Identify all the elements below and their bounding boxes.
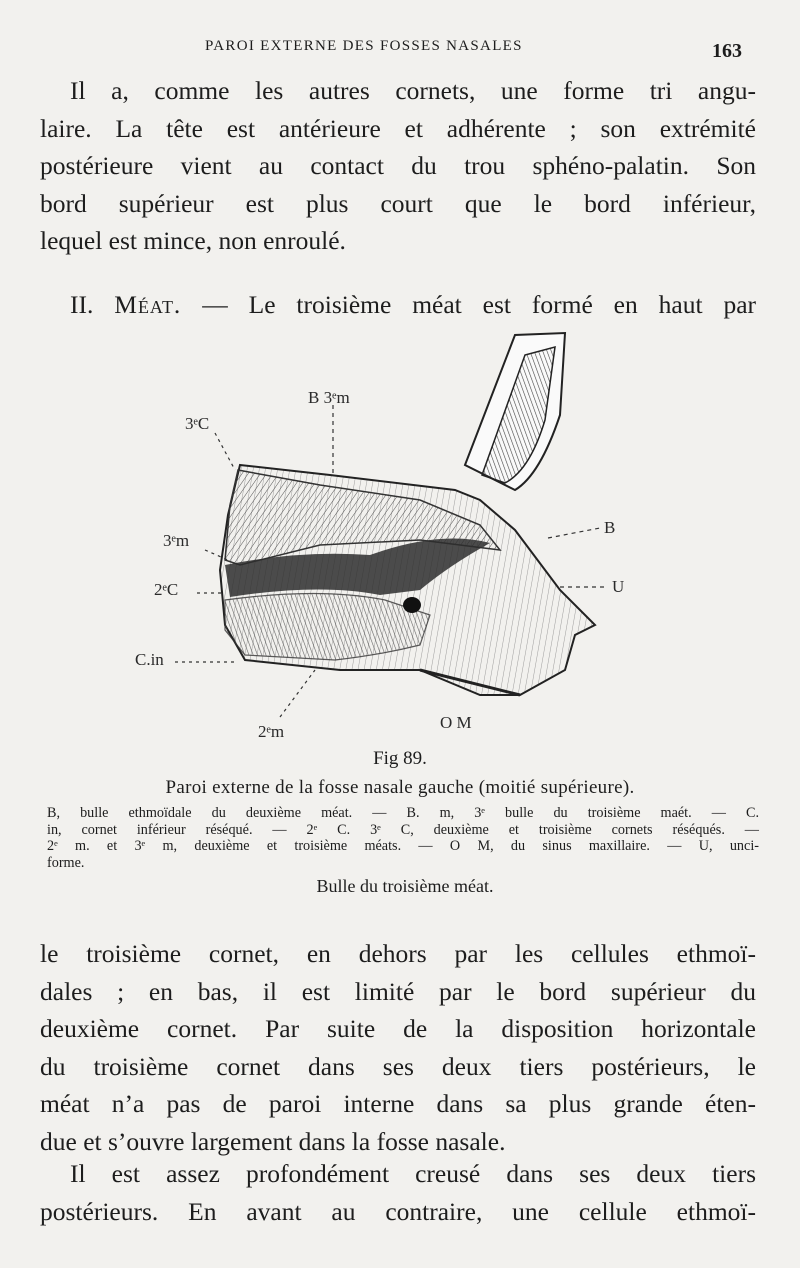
figure-drawing — [120, 325, 640, 745]
legend-line: in, cornet inférieur réséqué. — 2ᵉ C. 3ᵉ C, deuxième et troisième cornets réséqués. — — [47, 821, 759, 838]
label-3c: 3ᵉC — [185, 414, 210, 433]
text-line: deuxième cornet. Par suite de la disposition horizontale — [40, 1014, 756, 1043]
legend-line: forme. — [47, 854, 85, 871]
running-title: PAROI EXTERNE DES FOSSES NASALES — [205, 38, 523, 54]
text-line: dales ; en bas, il est limité par le bord supérieur du — [40, 976, 756, 1006]
figure-subtitle: Bulle du troisième méat. — [316, 876, 494, 896]
running-head — [0, 38, 800, 62]
section-number: II. — [70, 290, 94, 319]
text-line — [40, 286, 756, 324]
leader-line — [548, 528, 600, 538]
text-line: lequel est mince, non enroulé. — [40, 226, 346, 255]
section-text: — Le troisième méat est formé en haut par — [202, 290, 757, 319]
label-2m: 2ᵉm — [258, 722, 285, 741]
label-u: U — [612, 577, 625, 596]
text-line: postérieurs. En avant au contraire, une cellule ethmoï- — [40, 1196, 756, 1226]
leader-line — [280, 670, 315, 717]
section-heading: Méat. — [114, 290, 182, 319]
paragraph-meat-depth — [40, 1155, 756, 1230]
anatomical-figure — [120, 325, 640, 745]
text-line: Il est assez profondément creusé dans ses deux tiers — [70, 1159, 756, 1188]
text-line: Il a, comme les autres cornets, une forme tri angu- — [70, 76, 756, 105]
ostium — [403, 597, 421, 613]
paragraph-cornet-shape — [40, 72, 756, 260]
label-3m: 3ᵉm — [163, 531, 190, 550]
text-line: le troisième cornet, en dehors par les cellules ethmoï- — [40, 939, 756, 968]
figure-title: Paroi externe de la fosse nasale gauche (moitié supérieure). — [165, 777, 635, 798]
label-cin: C.in — [135, 650, 164, 669]
text-line: du troisième cornet dans ses deux tiers postérieurs, le — [40, 1051, 756, 1081]
text-line: due et s’ouvre largement dans la fosse nasale. — [40, 1126, 506, 1156]
paragraph-meat-description — [40, 935, 756, 1160]
label-b: B — [604, 518, 616, 537]
text-line: bord supérieur est plus court que le bord inférieur, — [40, 188, 756, 218]
page-number: 163 — [712, 40, 742, 62]
label-om: O M — [440, 713, 472, 732]
text-line: postérieure vient au contact du trou sphéno-palatin. Son — [40, 151, 756, 180]
leader-line — [215, 433, 235, 470]
figure-legend — [47, 805, 759, 871]
label-2c: 2ᵉC — [154, 580, 179, 599]
figure-number: Fig 89. — [373, 748, 427, 769]
paragraph-meat-heading — [40, 286, 756, 324]
text-line: laire. La tête est antérieure et adhérente ; son extrémité — [40, 113, 756, 143]
label-b3m: B 3ᵉm — [308, 388, 350, 407]
legend-line: B, bulle ethmoïdale du deuxième méat. — B. m, 3ᵉ bulle du troisième maét. — C. — [47, 805, 759, 821]
text-line: méat n’a pas de paroi interne dans sa plus grande éten- — [40, 1089, 756, 1118]
legend-line: 2ᵉ m. et 3ᵉ m, deuxième et troisième méats. — O M, du sinus maxillaire. — U, unci- — [47, 838, 759, 854]
